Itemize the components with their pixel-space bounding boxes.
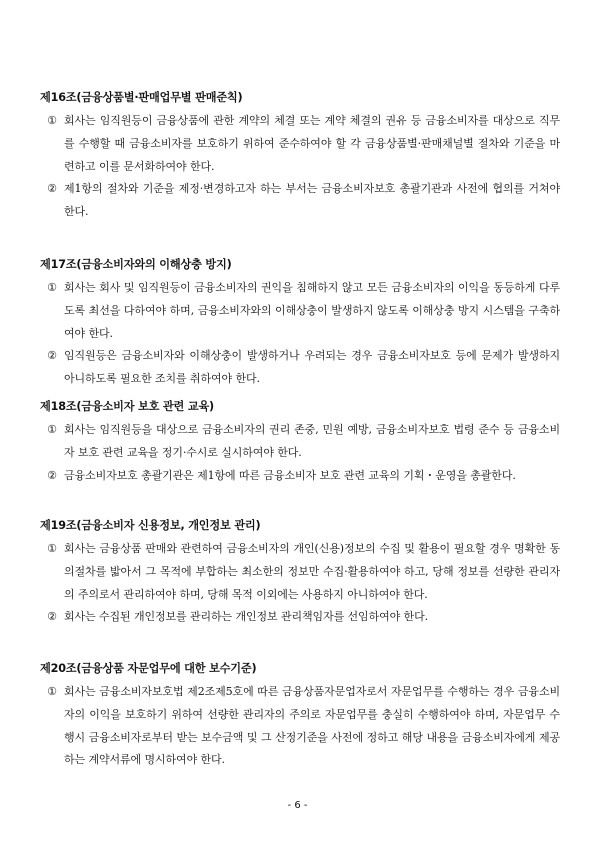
article-19 (40, 518, 560, 629)
clause-text: 금융소비자보호 총괄기관은 제1항에 따른 금융소비자 보호 관련 교육의 기획・운영을 총괄한다. (64, 468, 516, 482)
clause-number: ① (47, 542, 57, 555)
clause (40, 110, 560, 178)
clause-text: 제1항의 절차와 기준을 제정·변경하고자 하는 부서는 금융소비자보호 총괄기관과 사전에 협의를 거쳐야 한다. (64, 182, 560, 219)
clause-number: ② (47, 182, 57, 196)
clause-text: 회사는 수집된 개인정보를 관리하는 개인정보 관리책임자를 선임하여야 한다. (64, 610, 429, 624)
clause (40, 419, 560, 465)
page-number: - 6 - (287, 800, 308, 811)
clause-number: ② (47, 349, 57, 363)
clause-text: 회사는 임직원등을 대상으로 금융소비자의 권리 존중, 민원 예방, 금융소비자보호 법령 준수 등 금융소비자 보호 관련 교육을 정기·수시로 실시하여야 한다. (64, 423, 560, 459)
clause (40, 345, 560, 391)
clause-number: ① (47, 685, 57, 698)
article-title: 제17조(금융소비자와의 이해상충 방지) (40, 258, 232, 271)
article-17 (40, 257, 560, 391)
clause (40, 277, 560, 345)
article-title: 제20조(금융상품 자문업무에 대한 보수기준) (40, 662, 257, 675)
article-title: 제19조(금융소비자 신용정보, 개인정보 관리) (40, 519, 261, 532)
clause-text: 회사는 금융상품 판매와 관련하여 금융소비자의 개인(신용)정보의 수집 및 활용이 필요할 경우 명확한 동의절차를 밟아서 그 목적에 부합하는 최소한의 정보만 수집·활용하여야 하고, 당해 정보를 선량한 관리자의 주의로서 관리하여야 하며, 당해 목적 이외에는 사용하지 아니하여야 한다. (64, 542, 560, 601)
clause-text: 회사는 임직원등이 금융상품에 관한 계약의 체결 또는 계약 체결의 권유 등 금융소비자를 대상으로 직무를 수행할 때 금융소비자를 보호하기 위하여 준수하여야 할 각 금융상품별·판매채널별 절차와 기준을 마련하고 이를 문서화하여야 한다. (64, 114, 560, 173)
article-title: 제18조(금융소비자 보호 관련 교육) (40, 400, 214, 413)
article-title: 제16조(금융상품별·판매업무별 판매준칙) (40, 91, 243, 104)
clause-number: ② (47, 468, 57, 482)
clause (40, 178, 560, 224)
clause-text: 임직원등은 금융소비자와 이해상충이 발생하거나 우려되는 경우 금융소비자보호 등에 문제가 발생하지 아니하도록 필요한 조치를 취하여야 한다. (64, 349, 560, 386)
clause-number: ① (47, 114, 57, 127)
article-20 (40, 661, 560, 772)
article-18 (40, 399, 560, 487)
clause-text: 회사는 금융소비자보호법 제2조제5호에 따른 금융상품자문업자로서 자문업무를 수행하는 경우 금융소비자의 이익을 보호하기 위하여 선량한 관리자의 주의로 자문업무를 충실히 수행하여야 하며, 자문업무 수행시 금융소비자로부터 받는 보수금액 및 그 산정기준을 사전에 정하고 해당 내용을 금융소비자에게 제공하는 계약서류에 명시하여야 한다. (64, 685, 560, 767)
clause (40, 538, 560, 606)
clause (40, 681, 560, 772)
clause (40, 465, 560, 488)
article-16 (40, 90, 560, 224)
clause-text: 회사는 회사 및 임직원등이 금융소비자의 권익을 침해하지 않고 모든 금융소비자의 이익을 동등하게 다루도록 최선을 다하여야 하며, 금융소비자와의 이해상충이 발생하지 않도록 이해상충 방지 시스템을 구축하여야 한다. (64, 281, 560, 340)
clause-number: ② (47, 610, 57, 624)
clause-number: ① (47, 423, 57, 436)
clause-number: ① (47, 281, 57, 294)
clause (40, 606, 560, 629)
